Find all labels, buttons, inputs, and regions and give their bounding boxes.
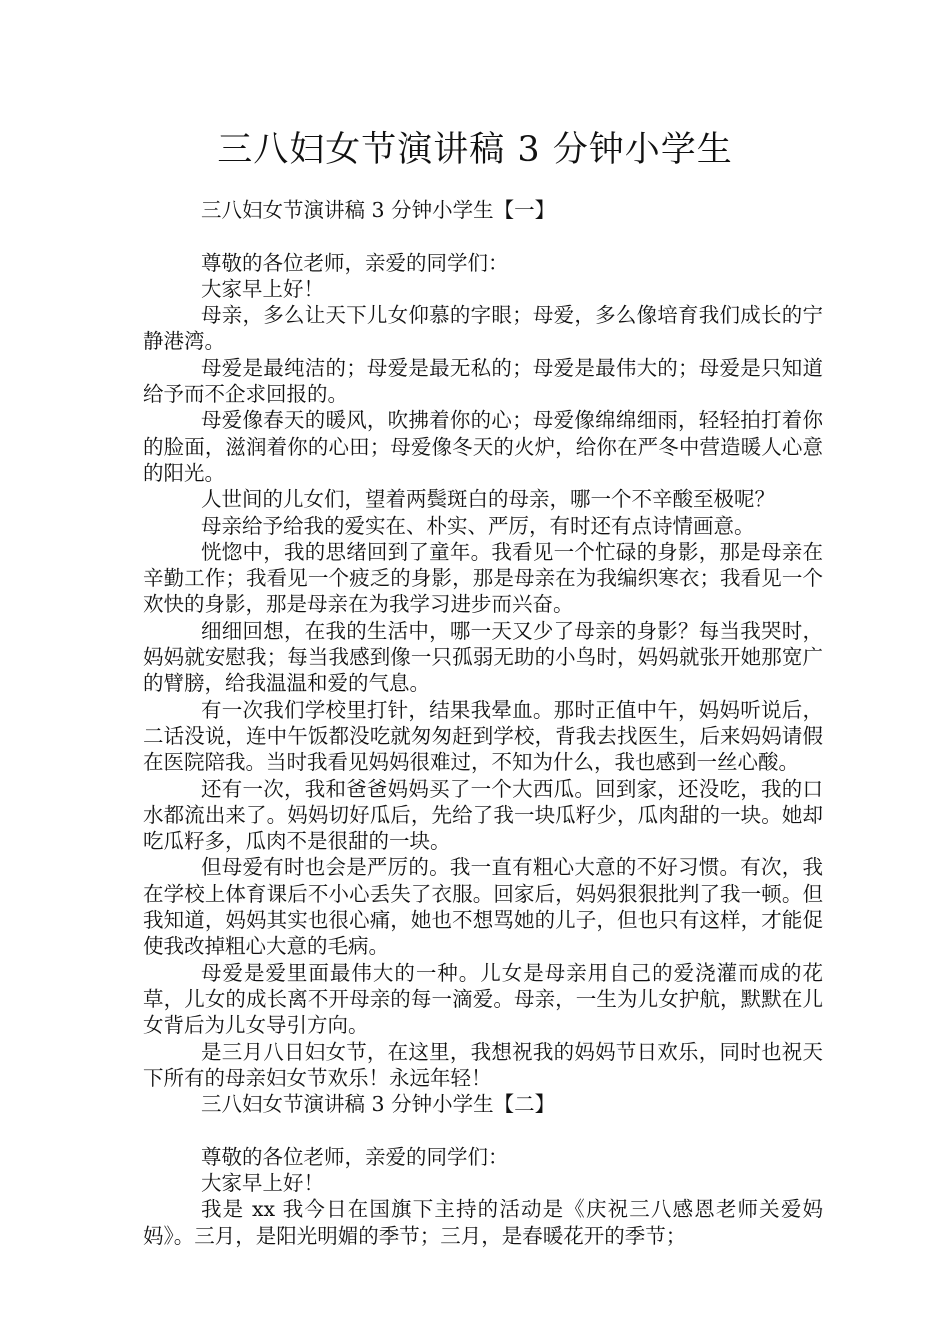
paragraph: 有一次我们学校里打针，结果我晕血。那时正值中午，妈妈听说后，二话没说，连中午饭都没吃就匆匆赶到学校，背我去找医生，后来妈妈请假在医院陪我。当时我看见妈妈很难过，不知为什么，我也感到一丝心酸。 [143, 697, 823, 775]
paragraph: 但母爱有时也会是严厉的。我一直有粗心大意的不好习惯。有次，我在学校上体育课后不小心丢失了衣服。回家后，妈妈狠狠批判了我一顿。但我知道，妈妈其实也很心痛，她也不想骂她的儿子，但也只有这样，才能促使我改掉粗心大意的毛病。 [143, 855, 823, 959]
paragraph: 母爱像春天的暖风，吹拂着你的心；母爱像绵绵细雨，轻轻拍打着你的脸面，滋润着你的心田；母爱像冬天的火炉，给你在严冬中营造暖人心意的阳光。 [143, 408, 823, 485]
paragraph: 是三月八日妇女节，在这里，我想祝我的妈妈节日欢乐，同时也祝天下所有的母亲妇女节欢乐！永远年轻！ [143, 1039, 823, 1090]
paragraph: 我是 xx 我今日在国旗下主持的活动是《庆祝三八感恩老师关爱妈妈》。三月，是阳光明媚的季节；三月，是春暖花开的季节； [143, 1197, 823, 1248]
greeting: 大家早上好！ [201, 276, 324, 301]
blank-line [143, 223, 823, 249]
paragraph: 人世间的儿女们，望着两鬓斑白的母亲，哪一个不辛酸至极呢？ [201, 487, 775, 512]
paragraph: 母爱是最纯洁的；母爱是最无私的；母爱是最伟大的；母爱是只知道给予而不企求回报的。 [143, 355, 823, 407]
section-heading-2: 三八妇女节演讲稿 3 分钟小学生【二】 [201, 1092, 556, 1117]
document-title: 三八妇女节演讲稿 3 分钟小学生 [217, 130, 733, 170]
paragraph: 母爱是爱里面最伟大的一种。儿女是母亲用自己的爱浇灌而成的花草，儿女的成长离不开母亲的每一滴爱。母亲，一生为儿女护航，默默在儿女背后为儿女导引方向。 [143, 960, 823, 1038]
salutation: 尊敬的各位老师，亲爱的同学们： [201, 1144, 509, 1169]
greeting: 大家早上好！ [201, 1170, 324, 1195]
paragraph: 恍惚中，我的思绪回到了童年。我看见一个忙碌的身影，那是母亲在辛勤工作；我看见一个疲乏的身影，那是母亲在为我编织寒衣；我看见一个欢快的身影，那是母亲在为我学习进步而兴奋。 [143, 539, 823, 617]
paragraph: 细细回想，在我的生活中，哪一天又少了母亲的身影？每当我哭时，妈妈就安慰我；每当我感到像一只孤弱无助的小鸟时，妈妈就张开她那宽广的臂膀，给我温温和爱的气息。 [143, 618, 823, 696]
section-heading-1: 三八妇女节演讲稿 3 分钟小学生【一】 [201, 198, 556, 222]
paragraph: 母亲，多么让天下儿女仰慕的字眼；母爱，多么像培育我们成长的宁静港湾。 [143, 303, 823, 354]
blank-line [143, 1117, 823, 1143]
salutation: 尊敬的各位老师，亲爱的同学们： [201, 250, 509, 275]
document-body [143, 197, 823, 1249]
paragraph: 母亲给予给我的爱实在、朴实、严厉，有时还有点诗情画意。 [201, 513, 755, 538]
paragraph: 还有一次，我和爸爸妈妈买了一个大西瓜。回到家，还没吃，我的口水都流出来了。妈妈切好瓜后，先给了我一块瓜籽少，瓜肉甜的一块。她却吃瓜籽多，瓜肉不是很甜的一块。 [143, 776, 823, 854]
